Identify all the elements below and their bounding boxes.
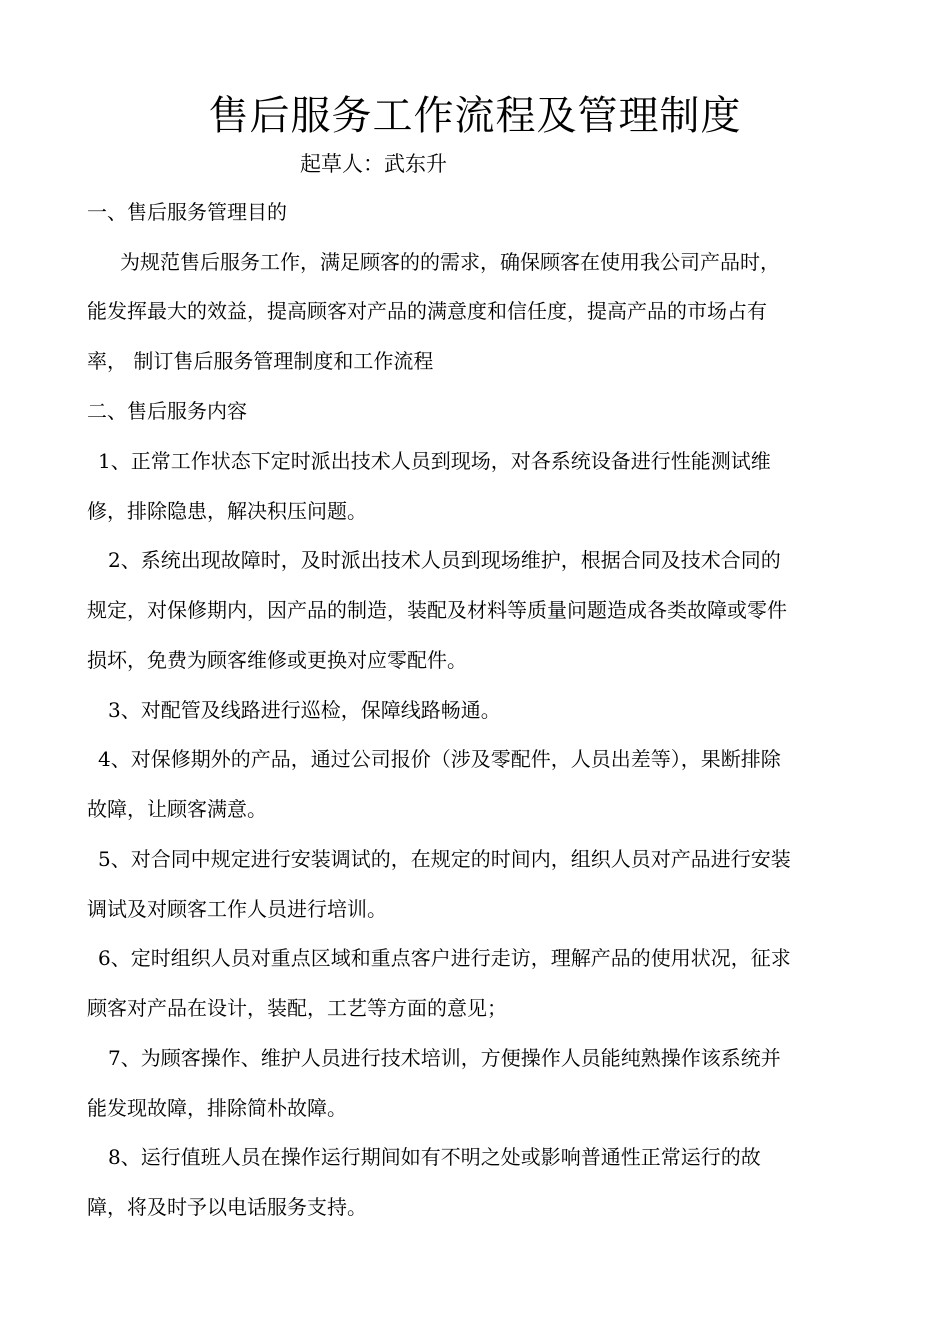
section-heading-purpose: 一、售后服务管理目的 (87, 200, 287, 224)
section-heading-content: 二、售后服务内容 (87, 399, 247, 423)
list-item-line: 8、运行值班人员在操作运行期间如有不明之处或影响普通性正常运行的故 (108, 1145, 761, 1169)
list-item-line: 顾客对产品在设计，装配，工艺等方面的意见； (87, 996, 507, 1020)
drafter-line: 起草人：武东升 (300, 152, 447, 176)
list-item-line: 6、定时组织人员对重点区域和重点客户进行走访，理解产品的使用状况，征求 (98, 946, 791, 970)
paragraph-line: 能发挥最大的效益，提高顾客对产品的满意度和信任度，提高产品的市场占有 (87, 299, 767, 323)
paragraph-line: 率， 制订售后服务管理制度和工作流程 (87, 349, 434, 373)
list-item-line: 障，将及时予以电话服务支持。 (87, 1195, 367, 1219)
list-item-line: 5、对合同中规定进行安装调试的，在规定的时间内，组织人员对产品进行安装 (98, 847, 791, 871)
list-item-line: 1、正常工作状态下定时派出技术人员到现场，对各系统设备进行性能测试维 (98, 449, 771, 473)
document-title: 售后服务工作流程及管理制度 (208, 93, 742, 139)
list-item-line: 调试及对顾客工作人员进行培训。 (87, 897, 387, 921)
list-item-line: 损坏，免费为顾客维修或更换对应零配件。 (87, 648, 467, 672)
list-item-line: 7、为顾客操作、维护人员进行技术培训，方便操作人员能纯熟操作该系统并 (108, 1046, 781, 1070)
list-item-line: 4、对保修期外的产品，通过公司报价（涉及零配件，人员出差等），果断排除 (98, 747, 781, 771)
list-item-line: 修，排除隐患，解决积压问题。 (87, 499, 367, 523)
list-item-line: 规定，对保修期内，因产品的制造，装配及材料等质量问题造成各类故障或零件 (87, 598, 787, 622)
list-item-line: 能发现故障，排除简朴故障。 (87, 1096, 347, 1120)
list-item-line: 故障，让顾客满意。 (87, 797, 267, 821)
paragraph-line: 为规范售后服务工作，满足顾客的的需求，确保顾客在使用我公司产品时， (120, 250, 780, 274)
list-item-line: 3、对配管及线路进行巡检，保障线路畅通。 (108, 698, 501, 722)
list-item-line: 2、系统出现故障时，及时派出技术人员到现场维护，根据合同及技术合同的 (108, 548, 781, 572)
